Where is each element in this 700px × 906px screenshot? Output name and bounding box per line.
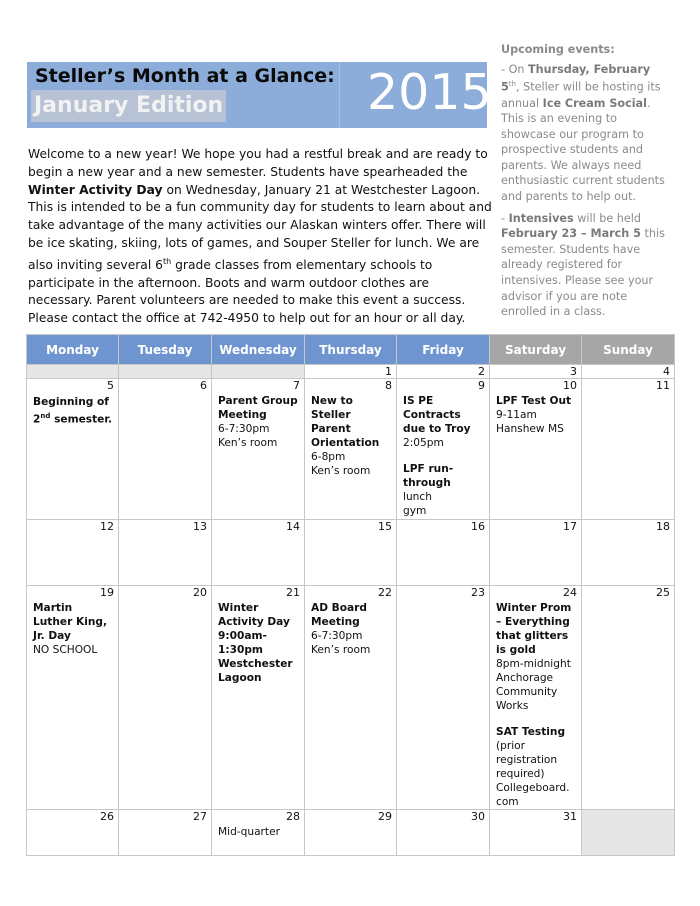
event-note: Mid-quarter [218,826,280,838]
calendar-week-1 [27,379,675,520]
event-winter-activity-day [212,586,304,685]
event1-name: Ice Cream Social [542,96,647,110]
day-header-sunday: Sunday [582,335,675,365]
banner-divider [339,62,340,128]
event-time-lunch: lunch [403,491,432,503]
calendar-week-4 [27,810,675,856]
event-title: LPF Test Out [496,395,572,407]
event-time: 6-7:30pm [218,423,270,435]
event-time: 2:05pm [403,437,444,449]
day-cell-12 [27,520,119,586]
day-number: 10 [563,379,577,392]
event1-text-c: . This is an evening to showcase our program to prospective students and parents. We always need enthusiastic current students and parents to help out. [501,96,665,204]
day-number: 8 [385,379,392,392]
day-number: 18 [656,520,670,533]
day-cell-17 [490,520,582,586]
day-cell-empty [119,365,212,379]
day-number: 11 [656,379,670,392]
day-number: 6 [200,379,207,392]
day-cell-4 [582,365,675,379]
day-number: 21 [286,586,300,599]
day-cell-16 [397,520,490,586]
event-pe-contracts [397,379,489,518]
day-cell-24 [490,586,582,810]
day-number: 31 [563,810,577,823]
spacer [496,713,577,725]
year-label: 2015 [367,64,492,121]
day-number: 16 [471,520,485,533]
day-number: 30 [471,810,485,823]
intro-paragraph [28,146,493,328]
event2-dates: February 23 – March 5 [501,227,641,241]
day-cell-31 [490,810,582,856]
event2-text-b: will be held [573,211,641,225]
day-number: 13 [193,520,207,533]
day-cell-empty [27,365,119,379]
event-time: 8pm-midnight [496,658,571,670]
event-time: 6-8pm [311,451,346,463]
day-number: 14 [286,520,300,533]
day-cell-1 [305,365,397,379]
day-cell-20 [119,586,212,810]
event-title: Beginning of 2 [33,396,109,426]
day-number: 3 [570,365,577,378]
event-location: Hanshew MS [496,423,564,435]
day-number: 27 [193,810,207,823]
day-number: 23 [471,586,485,599]
day-cell-3 [490,365,582,379]
event2-text-a: - [501,211,509,225]
event1-sup: th [508,80,516,89]
event2-text-c: this semester. Students have already registered for intensives. Please see your advisor if you are note enrolled in a class. [501,227,665,319]
spacer [403,450,485,462]
event-location-gym: gym [403,505,427,517]
day-cell-29 [305,810,397,856]
event-parent-group-meeting [212,379,304,450]
day-number: 7 [293,379,300,392]
event-time: 6-7:30pm [311,630,363,642]
day-cell-25 [582,586,675,810]
edition-subtitle: January Edition [31,90,226,122]
day-number: 28 [286,810,300,823]
event-sup: nd [40,412,51,420]
day-cell-empty [212,365,305,379]
event2-name: Intensives [508,211,574,225]
day-cell-22 [305,586,397,810]
calendar-week-2 [27,520,675,586]
calendar-table [26,334,675,856]
event-beginning-semester [27,379,118,427]
event-title: AD Board Meeting [311,602,367,628]
event-location: Ken’s room [218,437,278,449]
day-number: 4 [663,365,670,378]
day-cell-10 [490,379,582,520]
event-title: New to Steller Parent Orientation [311,395,380,449]
upcoming-events-heading: Upcoming events: [501,43,615,56]
event-location: Westchester Lagoon [218,658,293,684]
day-cell-7 [212,379,305,520]
day-cell-28 [212,810,305,856]
day-cell-empty [582,810,675,856]
event-ice-cream-social [501,62,671,205]
event1-date: Thursday, February 5 [501,62,651,94]
day-cell-13 [119,520,212,586]
day-header-wednesday: Wednesday [212,335,305,365]
event-location: Ken’s room [311,644,371,656]
event1-text-b: , Steller will be hosting its annual [501,80,661,110]
day-number: 12 [100,520,114,533]
day-number: 25 [656,586,670,599]
event-title: Parent Group Meeting [218,395,298,421]
upcoming-events-panel [501,42,671,326]
event-parent-orientation [305,379,396,478]
day-cell-18 [582,520,675,586]
day-number: 17 [563,520,577,533]
day-cell-8 [305,379,397,520]
day-number: 9 [478,379,485,392]
event-location: Ken’s room [311,465,371,477]
event-title: Martin Luther King, Jr. Day [33,602,107,642]
event-title: Winter Activity Day [218,602,290,628]
day-number: 26 [100,810,114,823]
event-title-cont: semester. [54,413,113,426]
event-note: NO SCHOOL [33,644,98,656]
day-number: 5 [107,379,114,392]
intro-text-2: on Wednesday, January 21 at Westchester Lagoon. This is intended to be a fun community day for students to learn about and take advantage of the many activities our Alaskan winters offer. There will be ice skating, skiing, lots of games, and Souper Steller for lunch. We are also inviting several 6 [28,182,492,272]
day-cell-26 [27,810,119,856]
day-cell-19 [27,586,119,810]
event-intensives [501,211,671,320]
intro-superscript: th [163,256,172,266]
day-cell-14 [212,520,305,586]
intro-text-1: Welcome to a new year! We hope you had a restful break and are ready to begin a new year and a new semester. Students have spearheaded the [28,147,488,179]
day-number: 22 [378,586,392,599]
day-cell-9 [397,379,490,520]
calendar-header-row [27,335,675,365]
event-title: IS PE Contracts due to Troy [403,395,471,435]
event-note: (prior registration required) [496,740,558,780]
event-time: 9:00am-1:30pm [218,630,267,656]
event-title-sat: SAT Testing [496,726,566,738]
calendar-week-0 [27,365,675,379]
day-number: 2 [478,365,485,378]
day-cell-30 [397,810,490,856]
day-number: 19 [100,586,114,599]
day-header-tuesday: Tuesday [119,335,212,365]
event-title-lpf-run: LPF run-through [403,463,454,489]
calendar-week-3 [27,586,675,810]
day-cell-23 [397,586,490,810]
day-number: 1 [385,365,392,378]
day-header-thursday: Thursday [305,335,397,365]
day-cell-15 [305,520,397,586]
event-location: Anchorage Community Works [496,672,558,712]
event1-text-a: - On [501,62,529,76]
day-cell-27 [119,810,212,856]
day-cell-21 [212,586,305,810]
event-winter-prom [490,586,581,809]
event-time: 9-11am [496,409,537,421]
day-number: 29 [378,810,392,823]
day-cell-6 [119,379,212,520]
day-cell-2 [397,365,490,379]
day-cell-5 [27,379,119,520]
intro-bold-winter-activity-day: Winter Activity Day [28,182,163,197]
event-source: Collegeboard. com [496,782,570,808]
day-number: 24 [563,586,577,599]
header-banner [27,62,492,128]
intro-text-3: grade classes from elementary schools to participate in the afternoon. Boots and warm outdoor clothes are necessary. Parent volunteers are needed to make this event a success. Please contact the office at 742-4950 to help out for an hour or all day. [28,257,466,326]
event-title: Winter Prom – Everything that glitters is gold [496,602,572,656]
day-header-saturday: Saturday [490,335,582,365]
day-cell-11 [582,379,675,520]
day-header-friday: Friday [397,335,490,365]
day-header-monday: Monday [27,335,119,365]
day-number: 15 [378,520,392,533]
day-number: 20 [193,586,207,599]
page-title: Steller’s Month at a Glance: [35,65,335,87]
